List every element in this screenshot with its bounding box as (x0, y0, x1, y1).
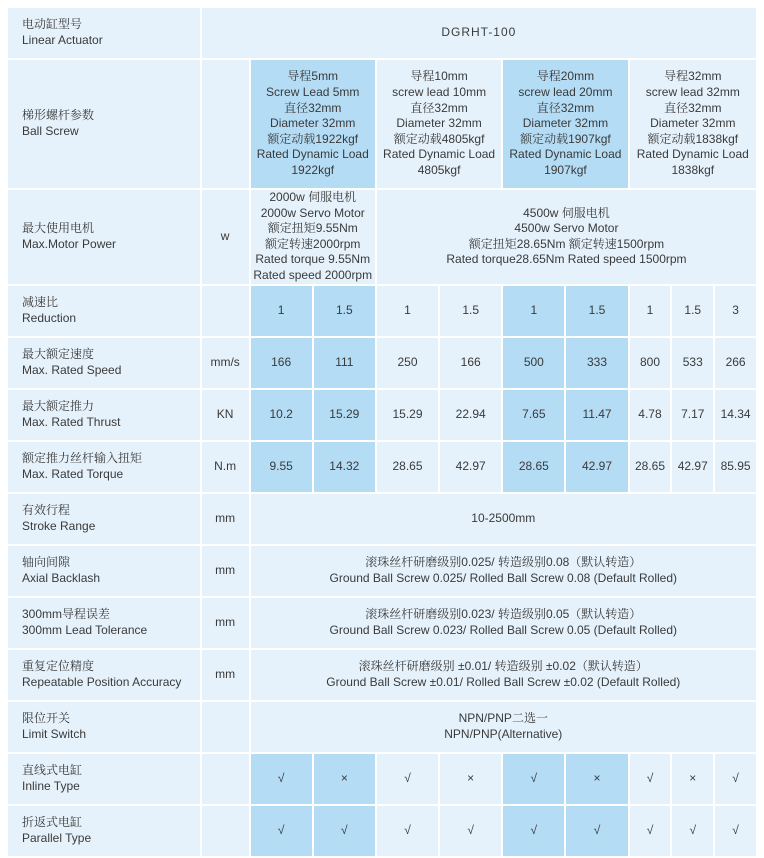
cell-line: 直径32mm (536, 100, 595, 115)
value-cell: 28.65 (503, 442, 564, 492)
cell-line: 2000w Servo Motor (260, 205, 365, 220)
value-cell: 800 (630, 338, 671, 388)
header-label (8, 8, 200, 58)
unit-cell: mm (202, 494, 249, 544)
label-en: Parallel Type (22, 830, 92, 845)
torque-row (8, 442, 756, 492)
value-cell: 1.5 (314, 286, 375, 336)
cell-line: 直径32mm (664, 100, 722, 115)
label-en: Repeatable Position Accuracy (22, 674, 182, 689)
cell-line: 导程20mm (536, 69, 595, 84)
label-zh: 限位开关 (22, 710, 71, 725)
value-cell: 111 (314, 338, 375, 388)
label-zh: 折返式电缸 (22, 814, 83, 829)
cell-line: 直径32mm (410, 100, 468, 115)
cell-line: 4805kgf (417, 162, 461, 177)
label-zh: 最大额定推力 (22, 398, 95, 413)
label-en: Linear Actuator (22, 33, 103, 47)
value-cell: 15.29 (377, 390, 438, 440)
unit-cell: mm (202, 546, 249, 596)
cell-line: Rated torque28.65Nm Rated speed 1500rpm (446, 252, 687, 267)
value-cell: 28.65 (377, 442, 438, 492)
lead-tolerance-label (8, 598, 200, 648)
reduction-label (8, 286, 200, 336)
value-cell: 42.97 (440, 442, 501, 492)
cell-line: 直径32mm (284, 100, 342, 115)
availability-mark: √ (503, 806, 564, 856)
unit-cell (202, 702, 249, 752)
cell-line: Rated Dynamic Load (509, 147, 622, 162)
unit-cell: KN (202, 390, 249, 440)
backlash-label (8, 546, 200, 596)
lead-tolerance-value (251, 598, 756, 648)
value-cell: 42.97 (566, 442, 627, 492)
value-cell: 1 (503, 286, 564, 336)
label-zh: 电动缸型号 (22, 17, 83, 32)
availability-mark: √ (672, 806, 713, 856)
value-zh: NPN/PNP二选一 (458, 710, 548, 725)
availability-mark: √ (715, 754, 756, 804)
cell-line: Diameter 32mm (270, 116, 356, 131)
parallel-type-label (8, 806, 200, 856)
stroke-row (8, 494, 756, 544)
label-en: Max. Rated Speed (22, 362, 122, 377)
limit-switch-row (8, 702, 756, 752)
value-cell: 15.29 (314, 390, 375, 440)
label-zh: 重复定位精度 (22, 658, 95, 673)
repeatability-row (8, 650, 756, 700)
value-cell: 1.5 (566, 286, 627, 336)
stroke-value: 10-2500mm (251, 494, 756, 544)
label-zh: 直线式电缸 (22, 762, 83, 777)
availability-mark: √ (630, 806, 671, 856)
speed-label (8, 338, 200, 388)
screw-option-32mm (630, 60, 756, 188)
value-cell: 250 (377, 338, 438, 388)
cell-line: 额定动载1922kgf (267, 131, 359, 146)
inline-type-row (8, 754, 756, 804)
value-en: NPN/PNP(Alternative) (444, 726, 563, 741)
label-zh: 300mm导程误差 (22, 606, 111, 621)
value-cell: 1 (251, 286, 312, 336)
value-zh: 滚珠丝杆研磨级别 ±0.01/ 转造级别 ±0.02（默认转造） (358, 658, 648, 673)
value-en: Ground Ball Screw ±0.01/ Rolled Ball Screw ±0.02 (Default Rolled) (326, 674, 681, 689)
availability-mark: √ (251, 754, 312, 804)
cell-line: 额定转速2000rpm (265, 236, 361, 251)
value-cell: 166 (251, 338, 312, 388)
motor-4500w (377, 190, 756, 284)
cell-line: 1907kgf (544, 162, 587, 177)
cell-line: 额定动载4805kgf (393, 131, 485, 146)
cell-line: 导程5mm (287, 69, 339, 84)
motor-label (8, 190, 200, 284)
screw-option-5mm (251, 60, 375, 188)
availability-mark: √ (314, 806, 375, 856)
value-cell: 333 (566, 338, 627, 388)
repeatability-value (251, 650, 756, 700)
unit-cell (202, 754, 249, 804)
cell-line: 额定动载1907kgf (520, 131, 611, 146)
value-cell: 42.97 (672, 442, 713, 492)
value-cell: 166 (440, 338, 501, 388)
value-cell: 14.34 (715, 390, 756, 440)
reduction-row (8, 286, 756, 336)
value-cell: 3 (715, 286, 756, 336)
label-en: Ball Screw (22, 124, 79, 138)
label-en: Inline Type (22, 778, 80, 793)
value-cell: 1 (630, 286, 671, 336)
inline-type-label (8, 754, 200, 804)
unit-cell: N.m (202, 442, 249, 492)
screw-option-10mm (377, 60, 501, 188)
label-en: Limit Switch (22, 726, 87, 741)
cell-line: 1838kgf (671, 162, 715, 177)
label-en: Reduction (22, 310, 77, 325)
label-en: 300mm Lead Tolerance (22, 622, 148, 637)
value-cell: 7.65 (503, 390, 564, 440)
lead-tolerance-row (8, 598, 756, 648)
value-cell: 1 (377, 286, 438, 336)
screw-option-20mm (503, 60, 627, 188)
model-title: DGRHT-100 (202, 8, 756, 58)
availability-mark: × (566, 754, 627, 804)
cell-line: 额定扭矩28.65Nm 额定转速1500rpm (468, 236, 665, 251)
ball-screw-row (8, 60, 756, 188)
availability-mark: × (440, 754, 501, 804)
label-zh: 额定推力丝杆输入扭矩 (22, 450, 143, 465)
cell-line: Diameter 32mm (650, 116, 736, 131)
availability-mark: √ (630, 754, 671, 804)
unit-cell (202, 286, 249, 336)
availability-mark: √ (503, 754, 564, 804)
header-row (8, 8, 756, 58)
value-zh: 滚珠丝杆研磨级别0.025/ 转造级别0.08（默认转造） (365, 554, 642, 569)
value-cell: 9.55 (251, 442, 312, 492)
limit-switch-value (251, 702, 756, 752)
cell-line: screw lead 32mm (645, 85, 740, 100)
value-en: Ground Ball Screw 0.025/ Rolled Ball Screw 0.08 (Default Rolled) (329, 570, 678, 585)
unit-cell (202, 60, 249, 188)
motor-2000w (251, 190, 375, 284)
label-zh: 最大使用电机 (22, 221, 95, 236)
value-cell: 85.95 (715, 442, 756, 492)
parallel-type-row (8, 806, 756, 856)
cell-line: screw lead 10mm (392, 85, 487, 100)
thrust-row (8, 390, 756, 440)
label-en: Max.Motor Power (22, 236, 117, 251)
label-zh: 减速比 (22, 294, 59, 309)
cell-line: Diameter 32mm (522, 116, 609, 131)
availability-mark: √ (251, 806, 312, 856)
value-cell: 14.32 (314, 442, 375, 492)
label-en: Stroke Range (22, 518, 96, 533)
availability-mark: √ (715, 806, 756, 856)
cell-line: 额定扭矩9.55Nm (267, 221, 358, 236)
unit-cell (202, 806, 249, 856)
value-en: Ground Ball Screw 0.023/ Rolled Ball Screw 0.05 (Default Rolled) (329, 622, 678, 637)
backlash-row (8, 546, 756, 596)
cell-line: Screw Lead 5mm (266, 85, 360, 100)
label-zh: 梯形螺杆参数 (22, 108, 95, 123)
stroke-label (8, 494, 200, 544)
value-cell: 11.47 (566, 390, 627, 440)
label-en: Max. Rated Torque (22, 466, 124, 481)
cell-line: 导程32mm (664, 69, 722, 84)
availability-mark: √ (440, 806, 501, 856)
cell-line: Rated torque 9.55Nm (255, 252, 371, 267)
cell-line: Rated Dynamic Load (636, 147, 749, 162)
thrust-label (8, 390, 200, 440)
backlash-value (251, 546, 756, 596)
cell-line: 2000w 伺服电机 (269, 190, 357, 204)
value-cell: 7.17 (672, 390, 713, 440)
cell-line: 4500w Servo Motor (514, 221, 619, 236)
spec-table (6, 6, 758, 858)
cell-line: 1922kgf (291, 162, 335, 177)
label-en: Max. Rated Thrust (22, 414, 121, 429)
cell-line: 额定动载1838kgf (647, 131, 739, 146)
cell-line: 4500w 伺服电机 (523, 205, 610, 220)
unit-cell: mm (202, 650, 249, 700)
value-cell: 533 (672, 338, 713, 388)
unit-cell: w (202, 190, 249, 284)
cell-line: screw lead 20mm (518, 85, 613, 100)
label-zh: 有效行程 (22, 502, 71, 517)
value-cell: 4.78 (630, 390, 671, 440)
motor-row (8, 190, 756, 284)
label-en: Axial Backlash (22, 570, 101, 585)
value-cell: 500 (503, 338, 564, 388)
cell-line: Rated Dynamic Load (256, 147, 369, 162)
label-zh: 最大额定速度 (22, 346, 95, 361)
value-cell: 22.94 (440, 390, 501, 440)
value-cell: 28.65 (630, 442, 671, 492)
availability-mark: √ (377, 806, 438, 856)
unit-cell: mm (202, 598, 249, 648)
availability-mark: √ (377, 754, 438, 804)
value-cell: 1.5 (440, 286, 501, 336)
value-cell: 266 (715, 338, 756, 388)
availability-mark: × (672, 754, 713, 804)
label-zh: 轴向间隙 (22, 554, 71, 569)
ball-screw-label (8, 60, 200, 188)
availability-mark: × (314, 754, 375, 804)
cell-line: Rated Dynamic Load (383, 147, 496, 162)
value-cell: 1.5 (672, 286, 713, 336)
cell-line: 导程10mm (410, 69, 468, 84)
cell-line: Diameter 32mm (396, 116, 482, 131)
repeatability-label (8, 650, 200, 700)
speed-row (8, 338, 756, 388)
value-cell: 10.2 (251, 390, 312, 440)
limit-switch-label (8, 702, 200, 752)
availability-mark: √ (566, 806, 627, 856)
torque-label (8, 442, 200, 492)
unit-cell: mm/s (202, 338, 249, 388)
cell-line: Rated speed 2000rpm (253, 267, 373, 282)
value-zh: 滚珠丝杆研磨级别0.023/ 转造级别0.05（默认转造） (365, 606, 642, 621)
